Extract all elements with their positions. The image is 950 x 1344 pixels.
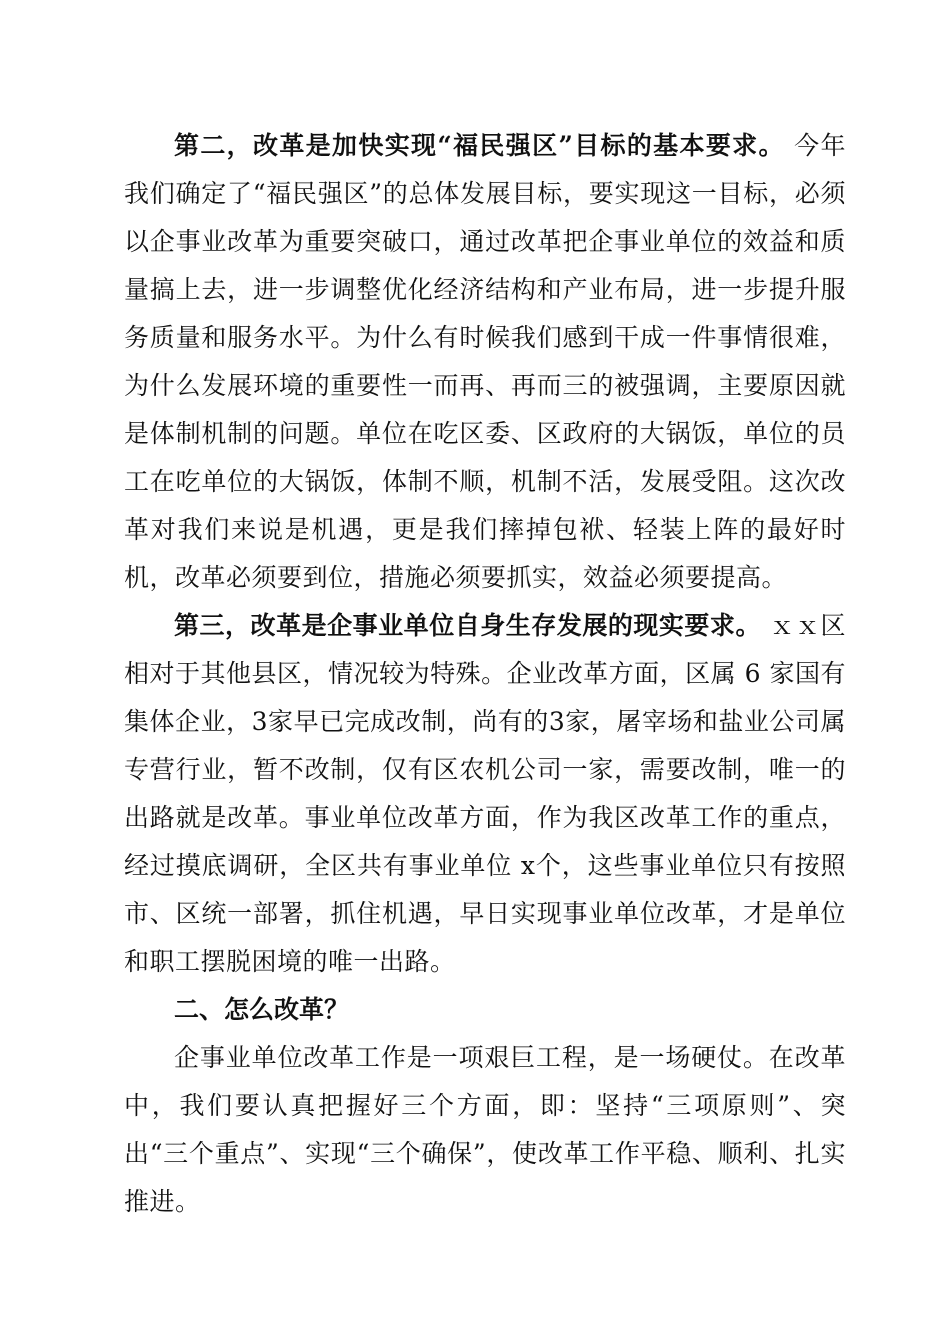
document-body	[124, 122, 846, 1226]
paragraph-lead: 第二，改革是加快实现“福民强区”目标的基本要求。	[174, 131, 785, 160]
closing-paragraph: 企事业单位改革工作是一项艰巨工程，是一场硬仗。在改革中，我们要认真把握好三个方面，即：坚持“三项原则”、突出“三个重点”、实现“三个确保”，使改革工作平稳、顺利、扎实推进。	[124, 1043, 846, 1216]
paragraph-second-point	[124, 122, 846, 602]
section-heading: 二、怎么改革？	[174, 995, 350, 1024]
paragraph-lead: 第三，改革是企事业单位自身生存发展的现实要求。	[174, 611, 761, 640]
paragraph-third-point	[124, 602, 846, 986]
paragraph-text: ｘｘ区相对于其他县区，情况较为特殊。企业改革方面，区属 6 家国有集体企业，3家早已完成改制，尚有的3家，屠宰场和盐业公司属专营行业，暂不改制，仅有区农机公司一家，需要改制，唯一的出路就是改革。事业单位改革方面，作为我区改革工作的重点，经过摸底调研，全区共有事业单位 x个，这些事业单位只有按照市、区统一部署，抓住机遇，早日实现事业单位改革，才是单位和职工摆脱困境的唯一出路。	[124, 611, 846, 976]
paragraph-text: 今年我们确定了“福民强区”的总体发展目标，要实现这一目标，必须以企事业改革为重要突破口，通过改革把企事业单位的效益和质量搞上去，进一步调整优化经济结构和产业布局，进一步提升服务质量和服务水平。为什么有时候我们感到干成一件事情很难，为什么发展环境的重要性一而再、再而三的被强调，主要原因就是体制机制的问题。单位在吃区委、区政府的大锅饭，单位的员工在吃单位的大锅饭，体制不顺，机制不活，发展受阻。这次改革对我们来说是机遇，更是我们摔掉包袱、轻装上阵的最好时机，改革必须要到位，措施必须要抓实，效益必须要提高。	[124, 131, 846, 592]
